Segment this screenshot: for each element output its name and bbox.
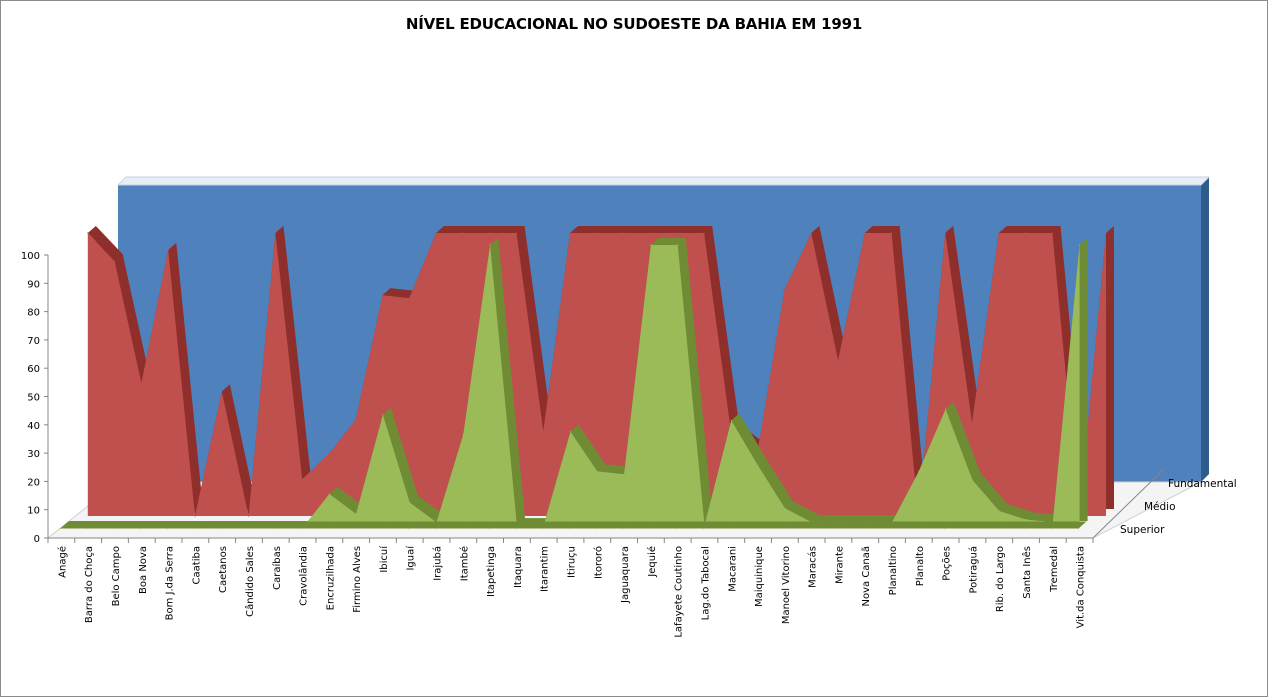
medio-point-34 [972,479,973,480]
fundamental-point-28 [838,360,839,361]
superior-point-12 [381,528,382,529]
superior-point-21 [622,528,623,529]
x-tick-label: Nova Canaã [861,545,873,607]
x-tick-label: Cravolândia [298,546,310,606]
superior-point-13 [408,528,409,529]
superior-point-22 [649,528,650,529]
superior-point-1 [87,528,88,529]
x-tick-label: Cândido Sales [245,546,256,617]
fundamental-point-8 [302,479,303,480]
x-tick-label: Iguaí [405,545,417,571]
medio-point-15 [463,434,464,435]
x-tick-label: Santa Inês [1022,545,1033,599]
fundamental-point-5 [221,391,222,392]
x-tick-label: Boa Nova [137,546,149,594]
x-tick-label: Planalto [914,545,926,587]
x-tick-label: Encruzilhada [325,545,337,611]
x-tick-label: Caraíbas [271,546,283,590]
superior-point-37 [1051,528,1052,529]
medio-point-16 [490,244,491,245]
x-tick-label: Lag.do Tabocal [700,546,712,621]
y-tick-label: 20 [27,477,40,489]
medio-point-21 [624,474,625,475]
x-tick-label: Barra do Choça [84,546,96,624]
superior-point-27 [783,528,784,529]
superior-point-26 [756,528,757,529]
superior-point-38 [1078,528,1079,529]
x-tick-label: Maracás [807,546,819,588]
fundamental-point-15 [489,232,490,233]
x-tick-label: Anagé [57,546,69,578]
fundamental-point-38 [1105,232,1106,233]
fundamental-point-23 [704,232,705,233]
y-tick-label: 30 [27,449,40,461]
x-tick-label: Itaquara [512,545,524,589]
superior-point-34 [971,528,972,529]
superior-point-6 [221,528,222,529]
fundamental-point-33 [971,422,972,423]
superior-point-0 [60,528,61,529]
medio-point-10 [329,493,330,494]
x-tick-label: Caetanos [218,546,230,594]
medio-point-27 [784,508,785,509]
x-tick-labels [56,545,1086,638]
medio-point-19 [570,431,571,432]
x-tick-label: Jequié [646,546,658,577]
x-tick-label: Manoel Vitorino [780,546,792,625]
medio-point-12 [382,414,383,415]
x-tick-label: Bom J.da Serra [164,546,176,621]
x-tick-label: Potiraguá [968,545,980,594]
y-tick-label: 0 [33,534,40,545]
y-tick-label: 10 [27,505,40,517]
superior-point-33 [944,528,945,529]
fundamental-point-4 [194,515,195,516]
x-tick-label: Vit.da Conquista [1075,545,1087,629]
medio-point-38 [1079,244,1080,245]
x-tick-label: Mirante [834,545,846,585]
medio-point-22 [650,244,651,245]
x-tick-label: Macarani [727,546,739,592]
superior-point-15 [462,528,463,529]
y-tick-label: 70 [27,335,40,347]
superior-point-24 [703,528,704,529]
superior-point-18 [542,528,543,529]
x-tick-label: Itororó [593,546,605,580]
x-tick-label: Itambé [459,545,471,582]
x-tick-label: Rib. do Largo [995,545,1007,613]
superior-point-14 [435,528,436,529]
fundamental-point-35 [1025,232,1026,233]
y-tick-label: 50 [27,392,40,404]
fundamental-point-32 [945,232,946,233]
superior-point-35 [998,528,999,529]
fundamental-point-11 [382,295,383,296]
superior-point-23 [676,528,677,529]
back-wall-top [118,177,1209,185]
fundamental-point-7 [275,232,276,233]
x-tick-label: Jaguaquara [620,546,632,603]
fundamental-point-20 [623,232,624,233]
superior-point-20 [596,528,597,529]
fundamental-point-18 [570,232,571,233]
fundamental-point-13 [436,232,437,233]
medio-point-20 [597,471,598,472]
fundamental-point-0 [87,232,88,233]
fundamental-point-10 [355,419,356,420]
x-tick-label: Poções [941,545,953,581]
y-tick-label: 100 [20,251,40,262]
superior-point-4 [167,528,168,529]
superior-point-8 [274,528,275,529]
superior-point-17 [515,528,516,529]
y-tick-label: 90 [27,279,40,291]
fundamental-point-17 [543,431,544,432]
depth-label: Superior [1120,524,1165,536]
superior-point-29 [837,528,838,529]
fundamental-point-6 [248,515,249,516]
medio-point-36 [1025,519,1026,520]
fundamental-point-21 [650,232,651,233]
medio-point-33 [945,409,946,410]
fundamental-point-30 [891,232,892,233]
x-tick-label: Belo Campo [111,546,122,607]
superior-point-7 [247,528,248,529]
fundamental-point-22 [677,232,678,233]
fundamental-point-29 [864,232,865,233]
y-tick-label: 40 [27,420,40,432]
x-tick-label: Irajubá [432,545,444,581]
x-tick-label: Caatiba [191,546,203,585]
superior-point-32 [917,528,918,529]
fundamental-point-9 [328,453,329,454]
fundamental-point-27 [811,232,812,233]
fundamental-point-14 [462,232,463,233]
superior-point-11 [354,528,355,529]
x-tick-label: Planaltino [888,545,899,596]
medio-point-35 [999,510,1000,511]
chart-title: NÍVEL EDUCACIONAL NO SUDOESTE DA BAHIA EM 1991 [405,15,863,33]
x-tick-label: Firmino Alves [352,545,364,613]
x-tick-label: Ibicuí [378,545,390,573]
fundamental-point-12 [409,298,410,299]
y-tick-label: 80 [27,307,40,319]
superior-point-3 [140,528,141,529]
series-superior-area [60,522,1087,530]
medio-point-25 [731,420,732,421]
fundamental-point-36 [1052,232,1053,233]
fundamental-point-34 [998,232,999,233]
fundamental-point-1 [114,261,115,262]
superior-point-28 [810,528,811,529]
medio-point-13 [409,502,410,503]
x-tick-label: Itiruçu [566,546,578,578]
y-tick-labels [21,251,48,545]
fundamental-point-2 [141,382,142,383]
medio-point-11 [356,513,357,514]
fundamental-point-19 [596,232,597,233]
medio-point-26 [758,465,759,466]
x-tick-label: Tremedal [1048,545,1060,592]
superior-point-25 [730,528,731,529]
y-tick-label: 60 [27,364,40,376]
fundamental-point-26 [784,289,785,290]
x-tick-label: Lafayete Coutinho [673,546,685,638]
medio-point-23 [677,244,678,245]
superior-point-5 [194,528,195,529]
superior-point-9 [301,528,302,529]
x-tick-label: Maiquinique [754,546,766,607]
x-tick-label: Itarantim [539,545,551,593]
superior-point-2 [113,528,114,529]
medio-point-32 [918,471,919,472]
fundamental-point-3 [168,249,169,250]
fundamental-point-16 [516,232,517,233]
back-wall-side [1201,177,1209,482]
superior-point-19 [569,528,570,529]
depth-label: Médio [1144,501,1176,513]
superior-point-30 [864,528,865,529]
depth-label: Fundamental [1168,478,1237,490]
superior-point-31 [890,528,891,529]
superior-point-36 [1024,528,1025,529]
superior-point-10 [328,528,329,529]
x-tick-label: Itapetinga [486,545,498,598]
superior-point-16 [488,528,489,529]
